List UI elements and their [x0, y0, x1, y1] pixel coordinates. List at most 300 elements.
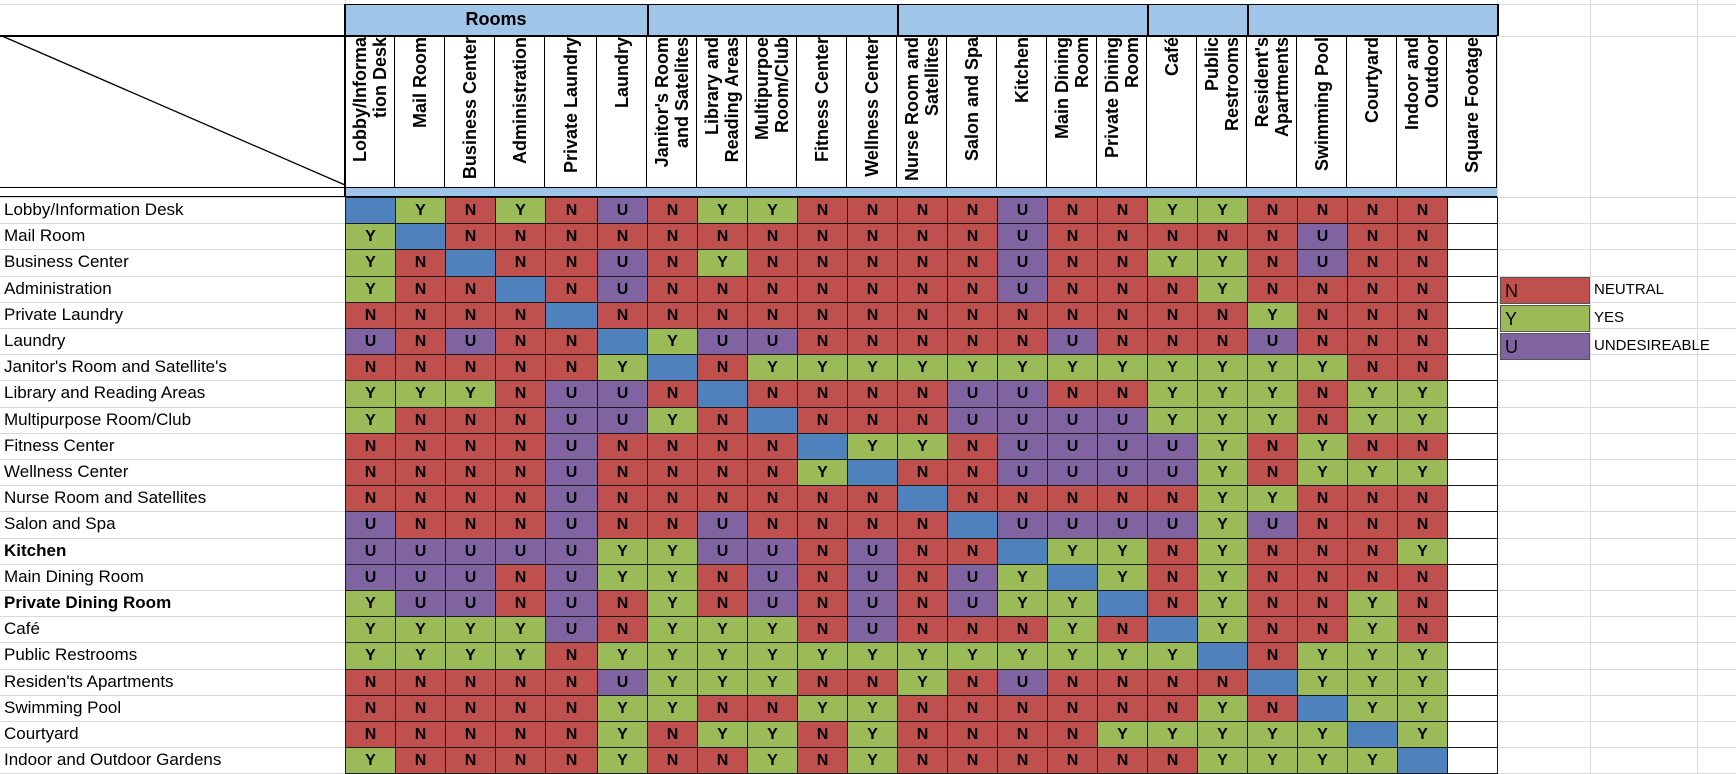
matrix-cell: N	[395, 433, 446, 460]
matrix-cell	[1447, 695, 1498, 722]
matrix-cell: N	[1047, 721, 1098, 748]
self-cell	[395, 223, 446, 250]
matrix-cell: Y	[1347, 695, 1398, 722]
row-label: Mail Room	[4, 226, 86, 246]
column-header-label: Multipurpoe Room/Club	[751, 37, 792, 140]
matrix-cell: Y	[1397, 407, 1448, 434]
matrix-cell: U	[697, 328, 748, 355]
matrix-cell: N	[1397, 328, 1448, 355]
matrix-cell: N	[395, 459, 446, 486]
matrix-cell: U	[597, 407, 648, 434]
matrix-cell: Y	[647, 538, 698, 565]
matrix-cell: N	[1047, 249, 1098, 277]
matrix-cell: Y	[495, 642, 546, 670]
self-cell	[597, 328, 648, 355]
row-label: Private Laundry	[4, 304, 124, 324]
matrix-cell: N	[647, 433, 698, 460]
matrix-cell: N	[797, 302, 848, 329]
matrix-cell: N	[1147, 538, 1198, 565]
matrix-cell: U	[1147, 511, 1198, 539]
matrix-cell: N	[897, 276, 948, 303]
matrix-cell: N	[797, 197, 848, 224]
matrix-cell: Y	[597, 564, 648, 591]
column-header-label: Mail Room	[409, 37, 430, 129]
matrix-cell	[1447, 538, 1498, 565]
matrix-cell: N	[445, 433, 496, 460]
matrix-cell: N	[545, 276, 598, 303]
matrix-cell: Y	[1347, 459, 1398, 486]
column-header	[1097, 37, 1147, 187]
column-header	[1147, 37, 1197, 187]
column-header-label: Private Laundry	[560, 37, 581, 174]
matrix-cell: Y	[1297, 642, 1348, 670]
matrix-cell: Y	[747, 354, 798, 381]
matrix-cell: N	[1197, 302, 1248, 329]
matrix-cell: Y	[797, 354, 848, 381]
matrix-cell	[1447, 302, 1498, 329]
matrix-cell: N	[395, 695, 446, 722]
matrix-cell: U	[947, 407, 998, 434]
matrix-cell: Y	[1197, 616, 1248, 643]
matrix-cell: Y	[647, 407, 698, 434]
matrix-cell: Y	[847, 354, 898, 381]
matrix-cell	[1447, 485, 1498, 512]
matrix-cell: N	[1347, 511, 1398, 539]
matrix-cell: Y	[1197, 197, 1248, 224]
matrix-cell: Y	[897, 669, 948, 696]
column-header	[997, 37, 1047, 187]
column-header-label: Business Center	[459, 37, 480, 180]
matrix-cell: U	[747, 538, 798, 565]
matrix-cell: N	[597, 459, 648, 486]
matrix-cell: U	[545, 459, 598, 486]
gridline-v	[1590, 0, 1591, 773]
matrix-cell: N	[747, 485, 798, 512]
matrix-cell: N	[697, 276, 748, 303]
self-cell	[1147, 616, 1198, 643]
matrix-cell: N	[1247, 642, 1298, 670]
matrix-cell: Y	[1247, 407, 1298, 434]
matrix-cell: N	[997, 328, 1048, 355]
header-band-divider	[345, 188, 1497, 196]
matrix-cell: Y	[997, 590, 1048, 617]
matrix-cell: N	[947, 747, 998, 774]
matrix-cell: Y	[697, 249, 748, 277]
matrix-cell: N	[1247, 249, 1298, 277]
matrix-cell: N	[445, 302, 496, 329]
matrix-cell: N	[947, 197, 998, 224]
matrix-cell: Y	[1297, 354, 1348, 381]
matrix-cell: Y	[647, 616, 698, 643]
matrix-cell: Y	[345, 747, 396, 774]
matrix-cell: N	[1397, 485, 1448, 512]
matrix-cell: N	[345, 302, 396, 329]
column-header-label: Kitchen	[1011, 37, 1032, 104]
matrix-cell: N	[947, 538, 998, 565]
matrix-cell: U	[395, 564, 446, 591]
matrix-cell: Y	[1047, 590, 1098, 617]
matrix-cell: N	[597, 223, 648, 250]
matrix-cell: N	[495, 721, 546, 748]
matrix-cell: U	[1297, 249, 1348, 277]
self-cell	[647, 354, 698, 381]
matrix-cell: N	[697, 590, 748, 617]
self-cell	[545, 302, 598, 329]
matrix-cell: N	[897, 721, 948, 748]
matrix-cell: N	[1397, 616, 1448, 643]
matrix-cell: N	[1347, 276, 1398, 303]
column-header	[1197, 37, 1247, 187]
matrix-cell: N	[797, 223, 848, 250]
matrix-cell: Y	[647, 564, 698, 591]
matrix-cell: Y	[345, 407, 396, 434]
matrix-cell: N	[797, 669, 848, 696]
matrix-cell: N	[597, 590, 648, 617]
matrix-cell: U	[997, 197, 1048, 224]
matrix-cell: N	[545, 721, 598, 748]
matrix-cell: N	[847, 669, 898, 696]
matrix-cell: U	[545, 538, 598, 565]
matrix-cell: N	[997, 695, 1048, 722]
matrix-cell: Y	[395, 380, 446, 408]
matrix-cell: N	[545, 223, 598, 250]
matrix-cell: N	[445, 407, 496, 434]
matrix-cell: Y	[1247, 747, 1298, 774]
matrix-cell: Y	[1347, 747, 1398, 774]
row-label: Salon and Spa	[4, 514, 116, 534]
matrix-cell: N	[747, 511, 798, 539]
matrix-cell: N	[797, 511, 848, 539]
matrix-cell: N	[1347, 302, 1398, 329]
matrix-cell: N	[647, 223, 698, 250]
self-cell	[697, 380, 748, 408]
matrix-cell: N	[1397, 564, 1448, 591]
column-header	[495, 37, 545, 187]
matrix-cell: N	[495, 380, 546, 408]
matrix-cell: N	[1397, 302, 1448, 329]
matrix-cell: Y	[1397, 669, 1448, 696]
matrix-cell: N	[495, 354, 546, 381]
self-cell	[1347, 721, 1398, 748]
matrix-cell: Y	[1197, 249, 1248, 277]
matrix-cell: N	[897, 695, 948, 722]
matrix-cell: U	[997, 380, 1048, 408]
matrix-cell	[1447, 433, 1498, 460]
matrix-cell: N	[1347, 485, 1398, 512]
matrix-cell: Y	[1397, 380, 1448, 408]
matrix-cell: Y	[1097, 538, 1148, 565]
matrix-cell: U	[1297, 223, 1348, 250]
matrix-cell: N	[847, 197, 898, 224]
matrix-cell: Y	[997, 642, 1048, 670]
matrix-cell: N	[697, 407, 748, 434]
row-label: Business Center	[4, 252, 129, 272]
matrix-cell	[1447, 564, 1498, 591]
matrix-cell: N	[1347, 328, 1398, 355]
matrix-cell: N	[1197, 669, 1248, 696]
matrix-cell: U	[445, 590, 496, 617]
gridline-v	[1697, 0, 1698, 773]
matrix-cell: N	[1047, 223, 1098, 250]
matrix-cell: N	[1297, 276, 1348, 303]
matrix-cell: U	[597, 197, 648, 224]
matrix-cell: N	[445, 459, 496, 486]
matrix-cell: U	[345, 511, 396, 539]
matrix-cell	[1447, 669, 1498, 696]
matrix-cell: N	[947, 276, 998, 303]
matrix-cell: N	[847, 249, 898, 277]
legend-swatch: U	[1500, 333, 1590, 360]
matrix-cell: N	[495, 433, 546, 460]
matrix-cell: N	[495, 302, 546, 329]
matrix-cell: Y	[847, 433, 898, 460]
matrix-cell: N	[797, 380, 848, 408]
row-label: Laundry	[4, 331, 66, 350]
matrix-cell: N	[1247, 695, 1298, 722]
matrix-cell: Y	[697, 642, 748, 670]
matrix-cell: N	[697, 564, 748, 591]
matrix-cell: Y	[345, 590, 396, 617]
matrix-cell: Y	[797, 459, 848, 486]
matrix-cell: N	[345, 721, 396, 748]
matrix-cell: U	[1047, 511, 1098, 539]
matrix-cell: N	[847, 302, 898, 329]
matrix-cell: U	[1147, 433, 1198, 460]
matrix-cell: N	[445, 276, 496, 303]
matrix-cell: N	[1297, 380, 1348, 408]
matrix-cell: N	[797, 747, 848, 774]
matrix-cell: N	[697, 433, 748, 460]
matrix-cell: N	[395, 354, 446, 381]
matrix-cell: N	[1047, 747, 1098, 774]
matrix-cell: N	[1347, 538, 1398, 565]
matrix-cell: N	[947, 616, 998, 643]
matrix-cell: N	[445, 485, 496, 512]
matrix-cell: U	[597, 669, 648, 696]
matrix-cell: N	[1047, 485, 1098, 512]
matrix-cell: N	[445, 721, 496, 748]
self-cell	[797, 433, 848, 460]
column-header-label: Café	[1161, 37, 1182, 77]
matrix-cell: Y	[345, 380, 396, 408]
matrix-cell: U	[747, 328, 798, 355]
matrix-cell: N	[1247, 564, 1298, 591]
matrix-cell: N	[1097, 485, 1148, 512]
matrix-cell: N	[1347, 197, 1398, 224]
matrix-cell: N	[647, 485, 698, 512]
matrix-cell: U	[395, 538, 446, 565]
matrix-cell: N	[1097, 197, 1148, 224]
matrix-cell: N	[495, 747, 546, 774]
matrix-cell: Y	[345, 616, 396, 643]
matrix-cell: N	[847, 328, 898, 355]
matrix-cell: N	[1397, 249, 1448, 277]
matrix-cell: Y	[1247, 354, 1298, 381]
matrix-cell: U	[847, 538, 898, 565]
self-cell	[1197, 642, 1248, 670]
matrix-cell: N	[897, 197, 948, 224]
matrix-cell: Y	[1047, 538, 1098, 565]
matrix-cell: U	[997, 249, 1048, 277]
column-header	[1447, 37, 1497, 187]
matrix-cell: Y	[697, 616, 748, 643]
matrix-cell: U	[545, 407, 598, 434]
matrix-cell: N	[395, 747, 446, 774]
matrix-cell: N	[1247, 223, 1298, 250]
matrix-cell: Y	[1347, 669, 1398, 696]
matrix-cell: N	[797, 590, 848, 617]
matrix-cell: N	[847, 407, 898, 434]
matrix-cell: Y	[597, 747, 648, 774]
row-label: Residen'ts Apartments	[4, 671, 174, 691]
matrix-cell: U	[997, 669, 1048, 696]
row-label: Administration	[4, 278, 112, 298]
matrix-cell	[1447, 459, 1498, 486]
self-cell	[747, 407, 798, 434]
matrix-cell: N	[697, 485, 748, 512]
matrix-cell: Y	[1347, 407, 1398, 434]
matrix-cell: Y	[1197, 433, 1248, 460]
matrix-cell	[1447, 328, 1498, 355]
matrix-cell: N	[1347, 433, 1398, 460]
matrix-cell: U	[395, 590, 446, 617]
matrix-cell: Y	[1197, 695, 1248, 722]
matrix-cell: N	[897, 538, 948, 565]
matrix-cell: N	[395, 511, 446, 539]
matrix-cell: N	[1247, 590, 1298, 617]
matrix-cell: N	[697, 459, 748, 486]
matrix-cell: N	[647, 302, 698, 329]
matrix-cell: N	[1247, 197, 1298, 224]
column-header-label: Swimming Pool	[1311, 37, 1332, 172]
matrix-cell: Y	[1297, 433, 1348, 460]
matrix-cell: N	[395, 485, 446, 512]
matrix-cell: N	[545, 197, 598, 224]
matrix-cell: N	[1247, 459, 1298, 486]
matrix-cell: Y	[1397, 642, 1448, 670]
matrix-cell: N	[597, 485, 648, 512]
matrix-cell: U	[1247, 328, 1298, 355]
matrix-cell: Y	[597, 538, 648, 565]
matrix-cell: Y	[1097, 564, 1148, 591]
matrix-cell: N	[1297, 302, 1348, 329]
matrix-cell: Y	[647, 590, 698, 617]
matrix-cell: Y	[1197, 485, 1248, 512]
matrix-cell: N	[797, 328, 848, 355]
self-cell	[1247, 669, 1298, 696]
row-label: Janitor's Room and Satellite's	[4, 357, 227, 377]
column-header-label: Wellness Center	[861, 37, 882, 177]
matrix-cell: N	[1147, 328, 1198, 355]
matrix-cell: N	[495, 695, 546, 722]
matrix-cell: U	[1047, 328, 1098, 355]
self-cell	[495, 276, 546, 303]
matrix-cell: N	[495, 328, 546, 355]
matrix-cell: U	[1097, 459, 1148, 486]
matrix-cell: N	[947, 459, 998, 486]
matrix-cell: U	[997, 407, 1048, 434]
matrix-cell: N	[647, 380, 698, 408]
matrix-cell: Y	[1197, 407, 1248, 434]
matrix-cell: N	[1147, 276, 1198, 303]
column-header	[1047, 37, 1097, 187]
self-cell	[997, 538, 1048, 565]
matrix-cell: N	[445, 747, 496, 774]
matrix-cell: N	[1047, 197, 1098, 224]
matrix-cell	[1447, 223, 1498, 250]
matrix-cell: N	[1297, 485, 1348, 512]
matrix-cell: U	[445, 564, 496, 591]
matrix-cell: Y	[597, 721, 648, 748]
matrix-cell: U	[697, 538, 748, 565]
matrix-cell: Y	[445, 642, 496, 670]
matrix-cell: N	[747, 276, 798, 303]
matrix-cell: N	[997, 747, 1048, 774]
matrix-cell: N	[1397, 511, 1448, 539]
matrix-cell: Y	[1397, 695, 1448, 722]
matrix-cell: N	[445, 511, 496, 539]
matrix-cell: Y	[1247, 721, 1298, 748]
matrix-cell: N	[1397, 354, 1448, 381]
column-header	[1297, 37, 1347, 187]
matrix-cell: N	[1297, 590, 1348, 617]
matrix-cell: N	[545, 354, 598, 381]
matrix-cell: U	[747, 590, 798, 617]
matrix-cell: U	[545, 485, 598, 512]
matrix-cell: Y	[797, 695, 848, 722]
rule	[647, 4, 649, 36]
matrix-cell: N	[1097, 328, 1148, 355]
column-header	[697, 37, 747, 187]
matrix-cell: N	[545, 669, 598, 696]
matrix-cell: N	[1047, 669, 1098, 696]
matrix-cell: N	[495, 564, 546, 591]
row-label: Indoor and Outdoor Gardens	[4, 750, 222, 770]
matrix-cell: N	[597, 511, 648, 539]
matrix-cell	[1447, 721, 1498, 748]
column-header	[597, 37, 647, 187]
matrix-cell: N	[697, 695, 748, 722]
matrix-cell: U	[545, 433, 598, 460]
column-header	[1247, 37, 1297, 187]
matrix-cell: N	[1097, 747, 1148, 774]
column-header	[445, 37, 495, 187]
matrix-cell: N	[747, 433, 798, 460]
matrix-cell: N	[797, 407, 848, 434]
matrix-cell: N	[747, 380, 798, 408]
matrix-cell: N	[545, 249, 598, 277]
matrix-cell: N	[897, 249, 948, 277]
matrix-cell: U	[545, 616, 598, 643]
matrix-cell: N	[1047, 695, 1098, 722]
matrix-cell: N	[647, 459, 698, 486]
matrix-cell: Y	[1147, 249, 1198, 277]
legend-label: NEUTRAL	[1594, 281, 1665, 298]
column-header	[797, 37, 847, 187]
matrix-cell: N	[647, 721, 698, 748]
matrix-cell: Y	[1197, 538, 1248, 565]
matrix-cell: Y	[947, 642, 998, 670]
matrix-cell: Y	[897, 642, 948, 670]
column-header	[747, 37, 797, 187]
matrix-cell: Y	[797, 642, 848, 670]
row-label: Multipurpose Room/Club	[4, 409, 192, 429]
matrix-cell: N	[647, 197, 698, 224]
matrix-cell	[1447, 590, 1498, 617]
matrix-cell: N	[1147, 223, 1198, 250]
self-cell	[947, 511, 998, 539]
matrix-cell: Y	[1397, 538, 1448, 565]
